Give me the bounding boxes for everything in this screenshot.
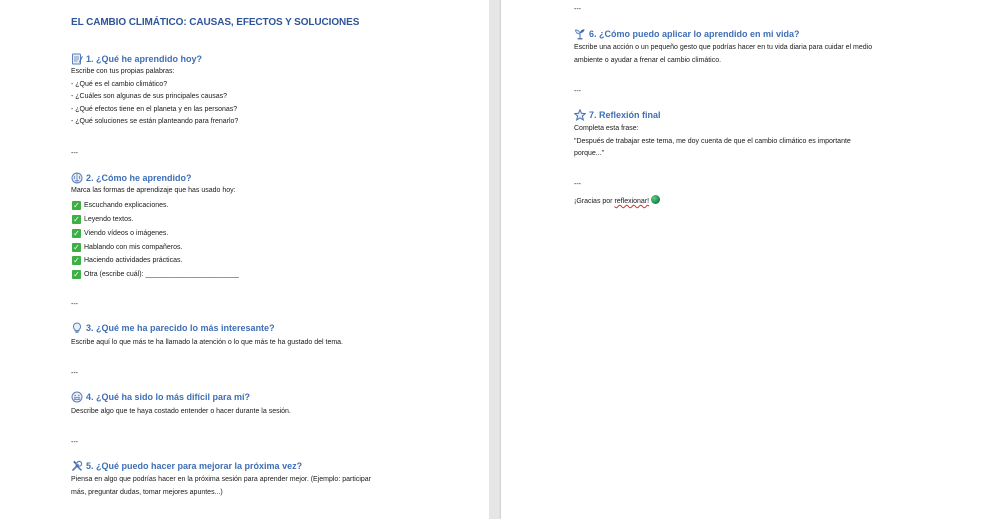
- section-6-line: Escribe una acción o un pequeño gesto que podrías hacer en tu vida diaria para cuidar el medio: [574, 44, 873, 51]
- section-1-line: - ¿Qué es el cambio climático?: [71, 81, 168, 88]
- section-5-line: más, preguntar dudas, tomar mejores apuntes...): [71, 489, 223, 496]
- learning-option-label: Hablando con mis compañeros.: [84, 244, 183, 251]
- separator: ---: [574, 88, 581, 95]
- seedling-icon: [574, 28, 586, 40]
- section-1-line: - ¿Cuáles son algunas de sus principales causas?: [71, 93, 228, 100]
- section-1-heading: [71, 53, 202, 65]
- learning-option-checkbox[interactable]: [72, 201, 168, 210]
- separator: ---: [71, 370, 78, 377]
- section-4-text: Describe algo que te haya costado entender o hacer durante la sesión.: [71, 408, 291, 415]
- section-4-heading-text: 4. ¿Qué ha sido lo más difícil para mí?: [86, 392, 251, 402]
- section-1-line: - ¿Qué soluciones se están planteando para frenarlo?: [71, 118, 239, 125]
- memo-icon: [71, 53, 83, 65]
- document-page-left: [0, 0, 489, 519]
- checkmark-icon: ✓: [73, 256, 80, 265]
- section-1-line: - ¿Qué efectos tiene en el planeta y en las personas?: [71, 106, 238, 113]
- section-3-heading-text: 3. ¿Qué me ha parecido lo más interesante?: [86, 323, 275, 333]
- learning-option-label: Leyendo textos.: [84, 216, 134, 223]
- section-5-heading: [71, 460, 302, 472]
- section-5-heading-text: 5. ¿Qué puedo hacer para mejorar la próxima vez?: [86, 461, 303, 471]
- learning-option-label: Otra (escribe cuál): ________________________: [84, 271, 239, 278]
- separator: ---: [574, 6, 581, 13]
- section-7-heading: [574, 109, 661, 121]
- section-7-heading-text: 7. Reflexión final: [589, 110, 661, 120]
- section-2-heading-text: 2. ¿Cómo he aprendido?: [86, 173, 192, 183]
- section-2-heading: [71, 172, 192, 184]
- separator: ---: [71, 301, 78, 308]
- document-page-right: [501, 0, 994, 519]
- section-6-heading: [574, 28, 800, 40]
- tools-icon: [71, 460, 83, 472]
- learning-option-checkbox[interactable]: [72, 256, 182, 265]
- section-7-intro: Completa esta frase:: [574, 125, 639, 132]
- grimace-face-icon: [71, 391, 83, 403]
- section-6-line: ambiente o ayudar a frenar el cambio climático.: [574, 57, 722, 64]
- section-7-line: "Después de trabajar este tema, me doy cuenta de que el cambio climático es importante: [574, 138, 851, 145]
- closing-line: [574, 195, 660, 208]
- checkmark-icon: ✓: [73, 270, 80, 279]
- learning-option-label: Escuchando explicaciones.: [84, 202, 169, 209]
- separator: ---: [71, 150, 78, 157]
- learning-option-checkbox[interactable]: [72, 229, 168, 238]
- learning-option-label: Haciendo actividades prácticas.: [84, 257, 183, 264]
- section-1-heading-text: 1. ¿Qué he aprendido hoy?: [86, 54, 203, 64]
- separator: ---: [574, 181, 581, 188]
- section-5-line: Piensa en algo que podrías hacer en la próxima sesión para aprender mejor. (Ejemplo: participar: [71, 476, 372, 483]
- section-6-heading-text: 6. ¿Cómo puedo aplicar lo aprendido en mi vida?: [589, 29, 800, 39]
- learning-option-label: Viendo vídeos o imágenes.: [84, 230, 169, 237]
- globe-icon: [651, 195, 660, 204]
- checkmark-icon: ✓: [73, 201, 80, 210]
- spelling-flagged-word[interactable]: reflexionar!: [614, 198, 650, 205]
- learning-option-checkbox[interactable]: [72, 215, 133, 224]
- checkmark-icon: ✓: [73, 229, 80, 238]
- star-icon: [574, 109, 586, 121]
- section-3-text: Escribe aquí lo que más te ha llamado la atención o lo que más te ha gustado del tema.: [71, 339, 344, 346]
- checkmark-icon: ✓: [73, 215, 80, 224]
- checkmark-icon: ✓: [73, 243, 80, 252]
- section-3-heading: [71, 322, 275, 334]
- page-gap: [489, 0, 501, 519]
- document-title: EL CAMBIO CLIMÁTICO: CAUSAS, EFECTOS Y SOLUCIONES: [71, 17, 360, 28]
- separator: ---: [71, 439, 78, 446]
- brain-icon: [71, 172, 83, 184]
- learning-option-checkbox[interactable]: [72, 270, 239, 279]
- section-1-line: Escribe con tus propias palabras:: [71, 68, 175, 75]
- lightbulb-icon: [71, 322, 83, 334]
- section-7-line: porque...": [574, 150, 605, 157]
- section-4-heading: [71, 391, 250, 403]
- learning-option-checkbox[interactable]: [72, 243, 182, 252]
- section-2-intro: Marca las formas de aprendizaje que has usado hoy:: [71, 187, 236, 194]
- closing-text: ¡Gracias por: [574, 198, 615, 205]
